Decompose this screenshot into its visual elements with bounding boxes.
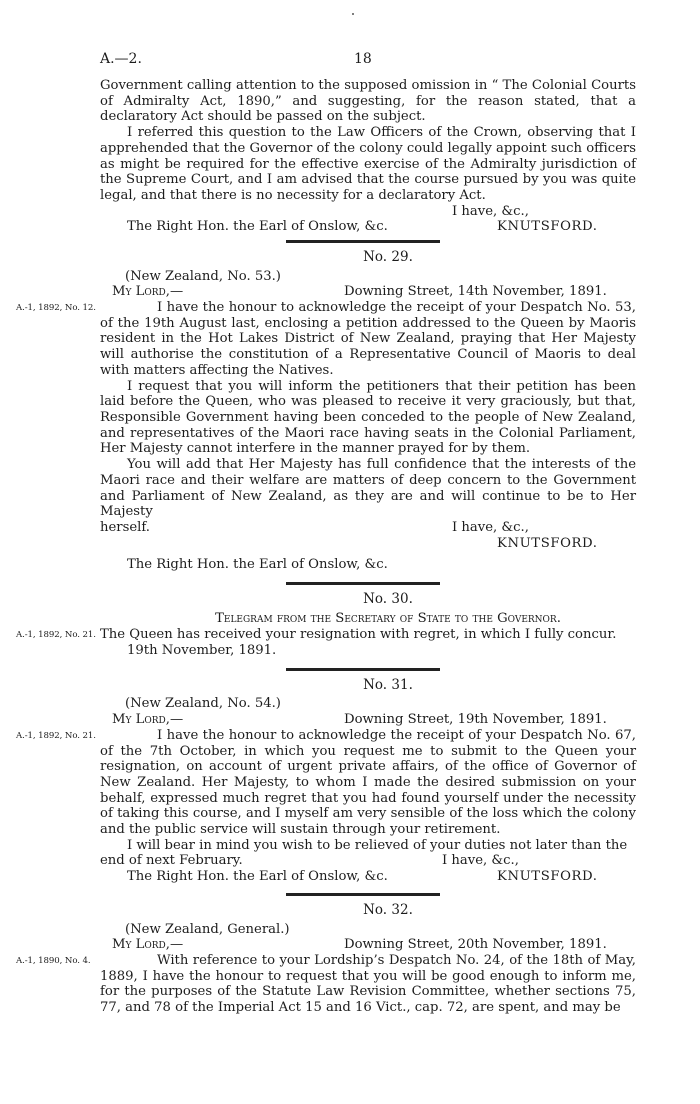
addressee-row [100,219,636,235]
telegram-date: 19th November, 1891. [127,643,277,659]
subheading-row [100,696,636,712]
addressee-row [100,869,636,885]
salutation-row [100,712,636,728]
specks [352,13,354,15]
have-row [100,520,636,536]
section-divider [286,668,440,671]
despatch-heading: No. 29. [363,249,413,265]
margin-reference: A.-1, 1892, No. 21. [16,630,96,641]
date-row [100,643,636,659]
salutation: My Lord,— [112,284,184,300]
telegram-text: The Queen has received your resignation with regret, in which I fully concur. [100,627,617,643]
salutation-row [100,937,636,953]
despatch-paragraph-1: With reference to your Lordship’s Despatch No. 24, of the 18th of May, 1889, I have the honour to request that you will be good enough to inform me, for the purposes of the Statute Law Revision Committee, whether sections 75, 77, and 78 of the Imperial Act 15 and 16 Vict., cap. 72, are spent, and may be [100,952,636,1016]
addressee-row [100,557,636,573]
closing-have: I have, &c., [452,519,529,535]
intro-paragraph-1: Government calling attention to the supposed omission in “ The Colonial Courts of Admiralty Act, 1890,” and suggesting, for the reason stated, that a declaratory Act should be passed on the subject. [100,78,636,125]
addressee: The Right Hon. the Earl of Onslow, &c. [127,219,388,235]
despatch-no-31 [16,676,636,885]
paragraph-ending: end of next February. [100,853,243,869]
section-divider [286,582,440,585]
salutation-row [100,284,636,300]
section-divider [286,893,440,896]
margin-reference: A.-1, 1892, No. 21. [16,730,96,741]
despatch-paragraph-2: I will bear in mind you wish to be relieved of your duties not later than the [127,837,628,853]
salutation: My Lord,— [112,712,184,728]
salutation: My Lord,— [112,937,184,953]
signature: KNUTSFORD. [497,869,598,885]
closing-have: I have, &c., [442,853,519,869]
despatch-heading: No. 32. [363,901,413,918]
despatch-reference: (New Zealand, No. 54.) [125,696,281,712]
page-number: 18 [354,51,372,67]
telegram-heading: Telegram from the Secretary of State to the Governor. [215,610,561,626]
addressee: The Right Hon. the Earl of Onslow, &c. [127,557,388,573]
signature: KNUTSFORD. [497,535,598,551]
subheading-row [100,269,636,285]
closing-have: I have, &c., [452,203,529,219]
despatch-paragraph-1: I have the honour to acknowledge the receipt of your Despatch No. 53, of the 19th August last, enclosing a petition addressed to the Queen by Maoris resident in the Hot Lakes District of New Zealand, praying that Her Majesty will authorise the constitution of a Representative Council of Maoris to deal with matters affecting the Natives. [100,300,636,378]
place-date: Downing Street, 14th November, 1891. [344,284,607,300]
place-date: Downing Street, 20th November, 1891. [344,937,607,953]
signature: KNUTSFORD. [497,219,598,235]
despatch-paragraph-2: I request that you will inform the petitioners that their petition has been laid before the Queen, who was pleased to receive it very graciously, but that, Responsible Government having been conceded to the people of New Zealand, and representatives of the Maori race having seats in the Colonial Parliament, Her Majesty cannot interfere in the manner prayed for by them. [100,378,636,457]
closing-row [100,204,636,220]
place-date: Downing Street, 19th November, 1891. [344,712,607,728]
despatch-no-29 [16,249,636,573]
despatch-heading: No. 31. [363,676,413,693]
despatch-no-30 [16,590,636,659]
despatch-paragraph-3: You will add that Her Majesty has full confidence that the interests of the Maori race and their welfare are matters of deep concern to the Government and Parliament of New Zealand, as they are and will continue to be to Her Majesty [100,457,636,520]
paragraph-ending: herself. [100,519,150,535]
despatch-no-32 [16,901,636,1016]
signature-row [100,536,636,552]
have-row [100,853,636,869]
margin-reference: A.-1, 1892, No. 12. [16,303,96,314]
intro-paragraph-2: I referred this question to the Law Officers of the Crown, observing that I apprehended that the Governor of the colony could legally appoint such officers as might be required for the effective exercise of the Admiralty jurisdiction of the Supreme Court, and I am advised that the course pursued by you was quite legal, and that there is no necessity for a declaratory Act. [100,125,636,203]
margin-reference: A.-1, 1890, No. 4. [16,955,91,966]
subheading-row [100,922,636,938]
despatch-heading: No. 30. [363,590,413,607]
document-body [16,78,636,1016]
section-divider [286,240,440,243]
despatch-reference: (New Zealand, No. 53.) [125,268,281,284]
document-series: A.—2. [100,51,142,67]
despatch-reference: (New Zealand, General.) [125,921,290,937]
despatch-paragraph-1: I have the honour to acknowledge the receipt of your Despatch No. 67, of the 7th October, in which you request me to submit to the Queen your resignation, on account of urgent private affairs, of the office of Governor of New Zealand. Her Majesty, to whom I made the desired submission on your behalf, expressed much regret that you had found yourself under the necessity of taking this course, and I myself am very sensible of the loss which the colony and the public service will sustain through your retirement. [100,727,636,838]
addressee: The Right Hon. the Earl of Onslow, &c. [127,869,388,885]
